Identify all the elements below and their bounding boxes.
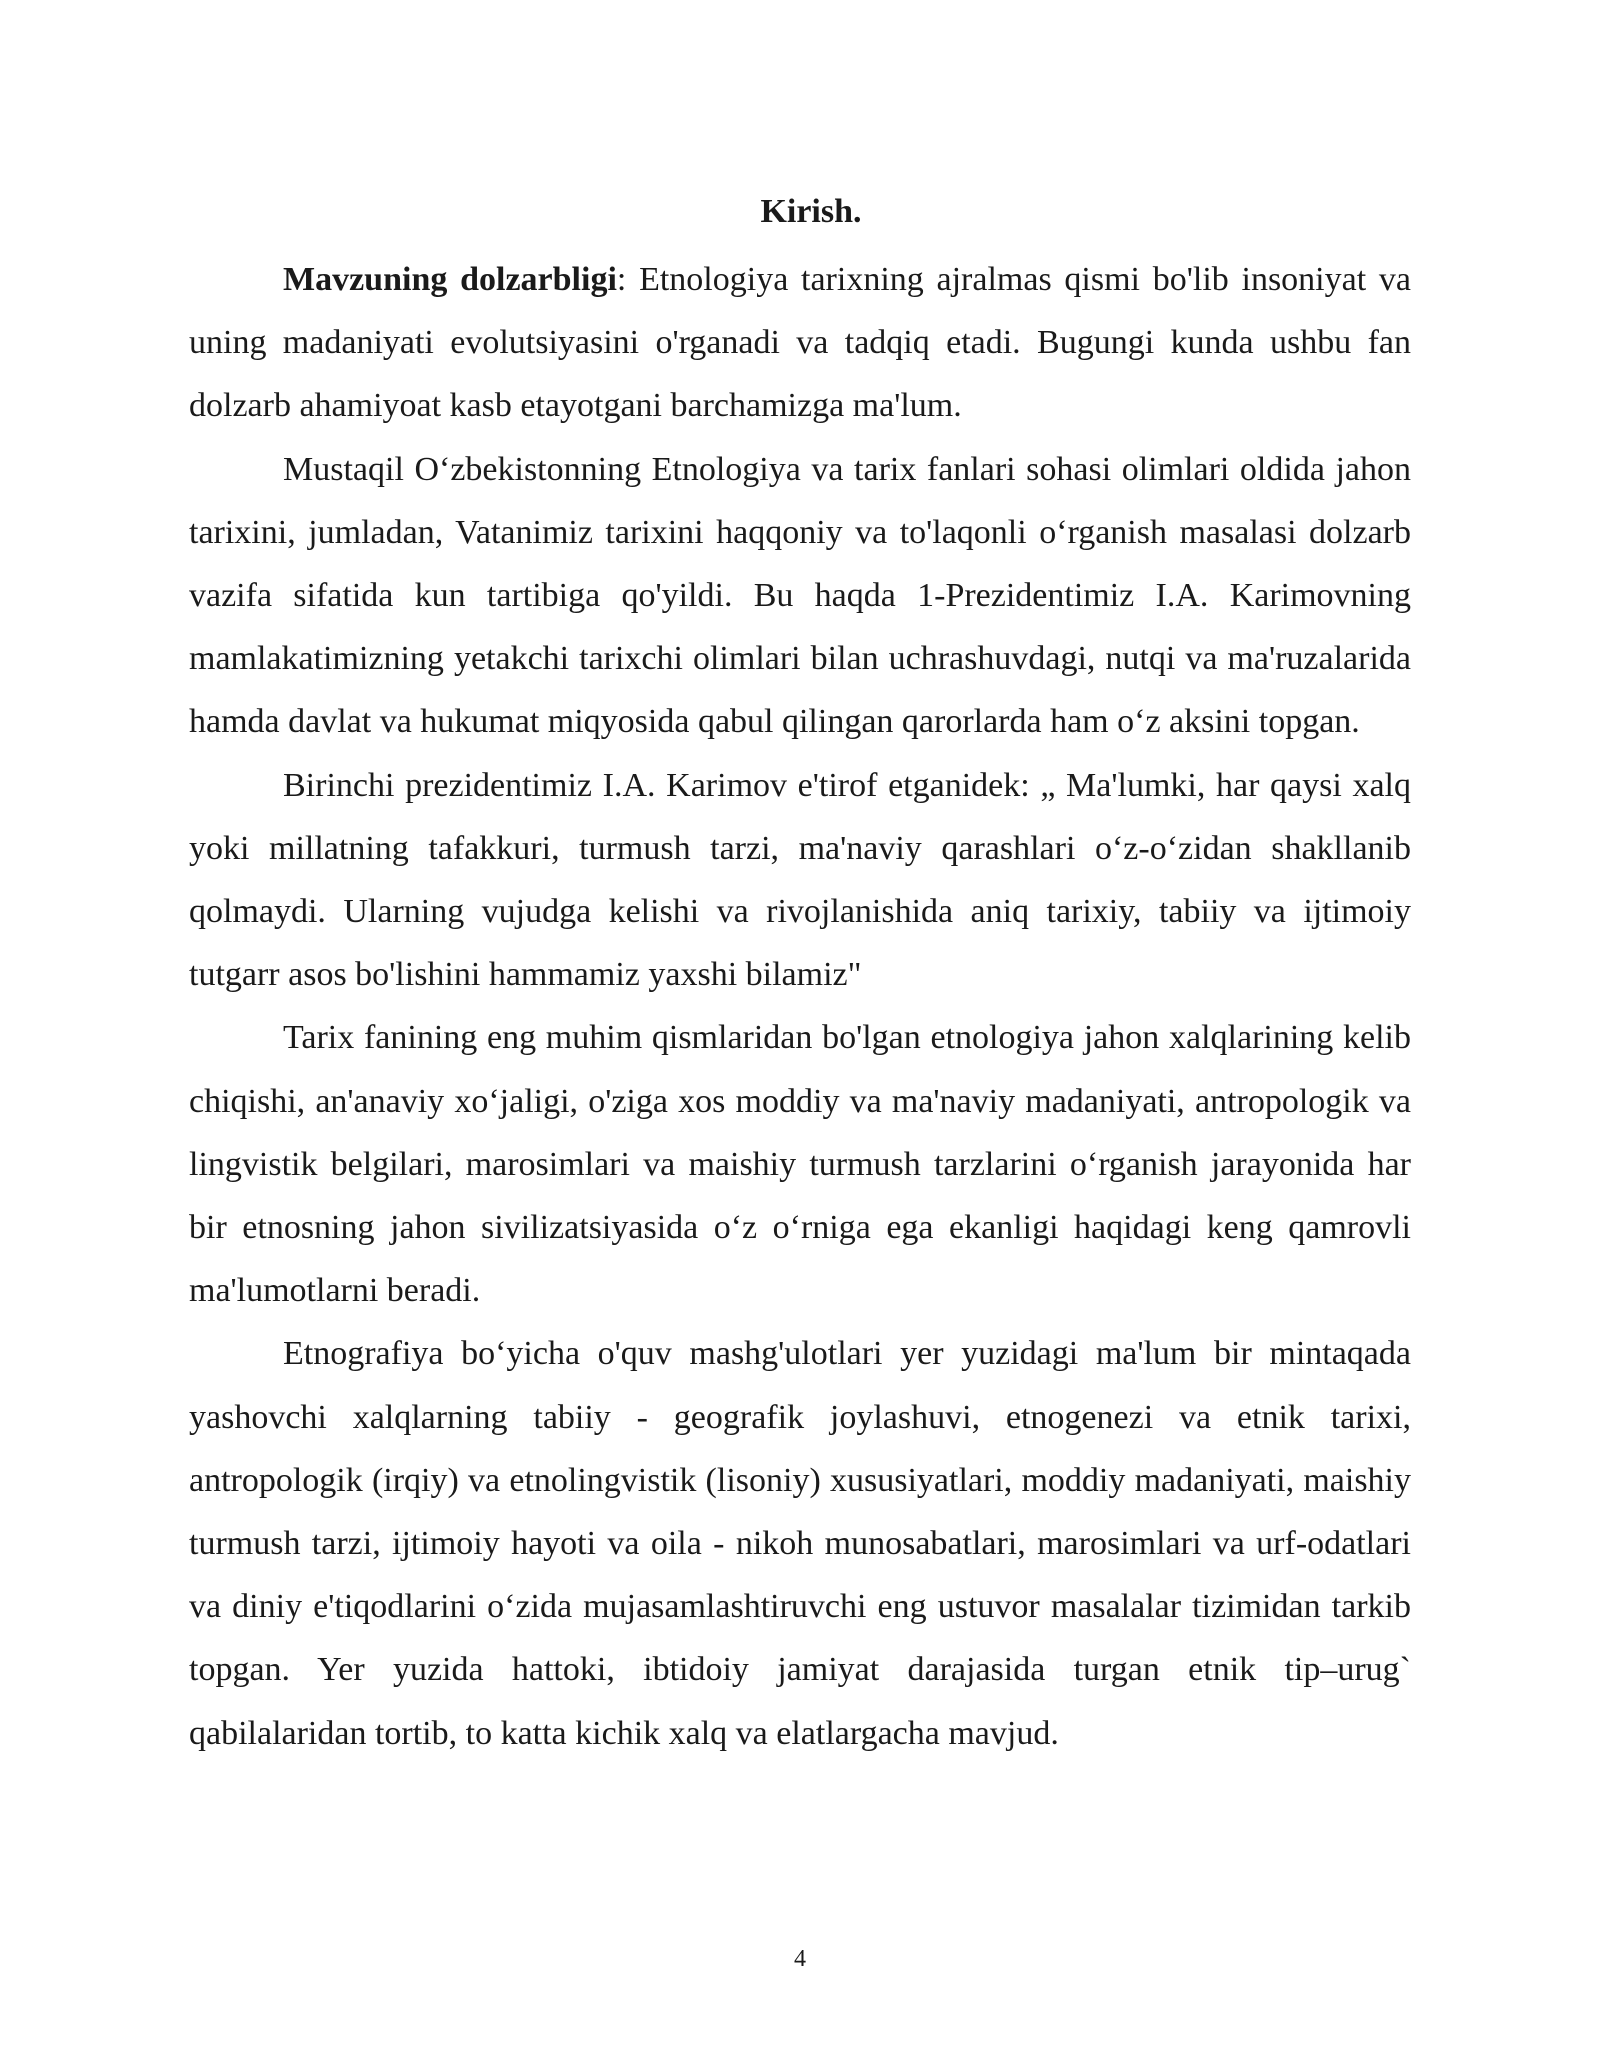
paragraph-quote: Birinchi prezidentimiz I.A. Karimov e'tirof etganidek: „ Ma'lumki, har qaysi xalq yoki millatning tafakkuri, turmush tarzi, ma'naviy qarashlari o‘z-o‘zidan shakllanib qolmaydi. Ularning vujudga kelishi va rivojlanishida aniq tarixiy, tabiiy va ijtimoiy tutgarr asos bo'lishini hammamiz yaxshi bilamiz" [189,766,1411,994]
section-title: Kirish. [760,193,862,230]
paragraph-ethnology: Tarix fanining eng muhim qismlaridan bo'lgan etnologiya jahon xalqlarining kelib chiqishi, an'anaviy xo‘jaligi, o'ziga xos moddiy va ma'naviy madaniyati, antropologik va lingvistik belgilari, marosimlari va maishiy turmush tarzlarini o‘rganish jarayonida har bir etnosning jahon sivilizatsiyasida o‘z o‘rniga ega ekanligi haqidagi keng qamrovli ma'lumotlarni beradi. [189,1019,1411,1310]
relevance-text: : Etnologiya tarixning ajralmas qismi bo'lib insoniyat va uning madaniyati evolutsiyasini o'rganadi va tadqiq etadi. Bugungi kunda ushbu fan dolzarb ahamiyoat kasb etayotgani barchamizga ma'lum. [189,261,1412,425]
paragraph-independence: Mustaqil O‘zbekistonning Etnologiya va tarix fanlari sohasi olimlari oldida jahon tarixini, jumladan, Vatanimiz tarixini haqqoniy va to'laqonli o‘rganish masalasi dolzarb vazifa sifatida kun tartibiga qo'yildi. Bu haqda 1-Prezidentimiz I.A. Karimovning mamlakatimizning yetakchi tarixchi olimlari bilan uchrashuvdagi, nutqi va ma'ruzalarida hamda davlat va hukumat miqyosida qabul qilingan qarorlarda ham o‘z aksini topgan. [189,450,1411,741]
document-body [189,186,1411,1765]
paragraph-ethnography: Etnografiya bo‘yicha o'quv mashg'ulotlari yer yuzidagi ma'lum bir mintaqada yashovchi xalqlarning tabiiy - geografik joylashuvi, etnogenezi va etnik tarixi, antropologik (irqiy) va etnolingvistik (lisoniy) xususiyatlari, moddiy madaniyati, maishiy turmush tarzi, ijtimoiy hayoti va oila - nikoh munosabatlari, marosimlari va urf-odatlari va diniy e'tiqodlarini o‘zida mujasamlashtiruvchi eng ustuvor masalalar tizimidan tarkib topgan. Yer yuzida hattoki, ibtidoiy jamiyat darajasida turgan etnik tip–urug` qabilalaridan tortib, to katta kichik xalq va elatlargacha mavjud. [189,1335,1411,1752]
page-number: 4 [794,1946,806,1972]
relevance-lead: Mavzuning dolzarbligi [283,261,617,298]
paragraph-relevance [189,248,1411,438]
